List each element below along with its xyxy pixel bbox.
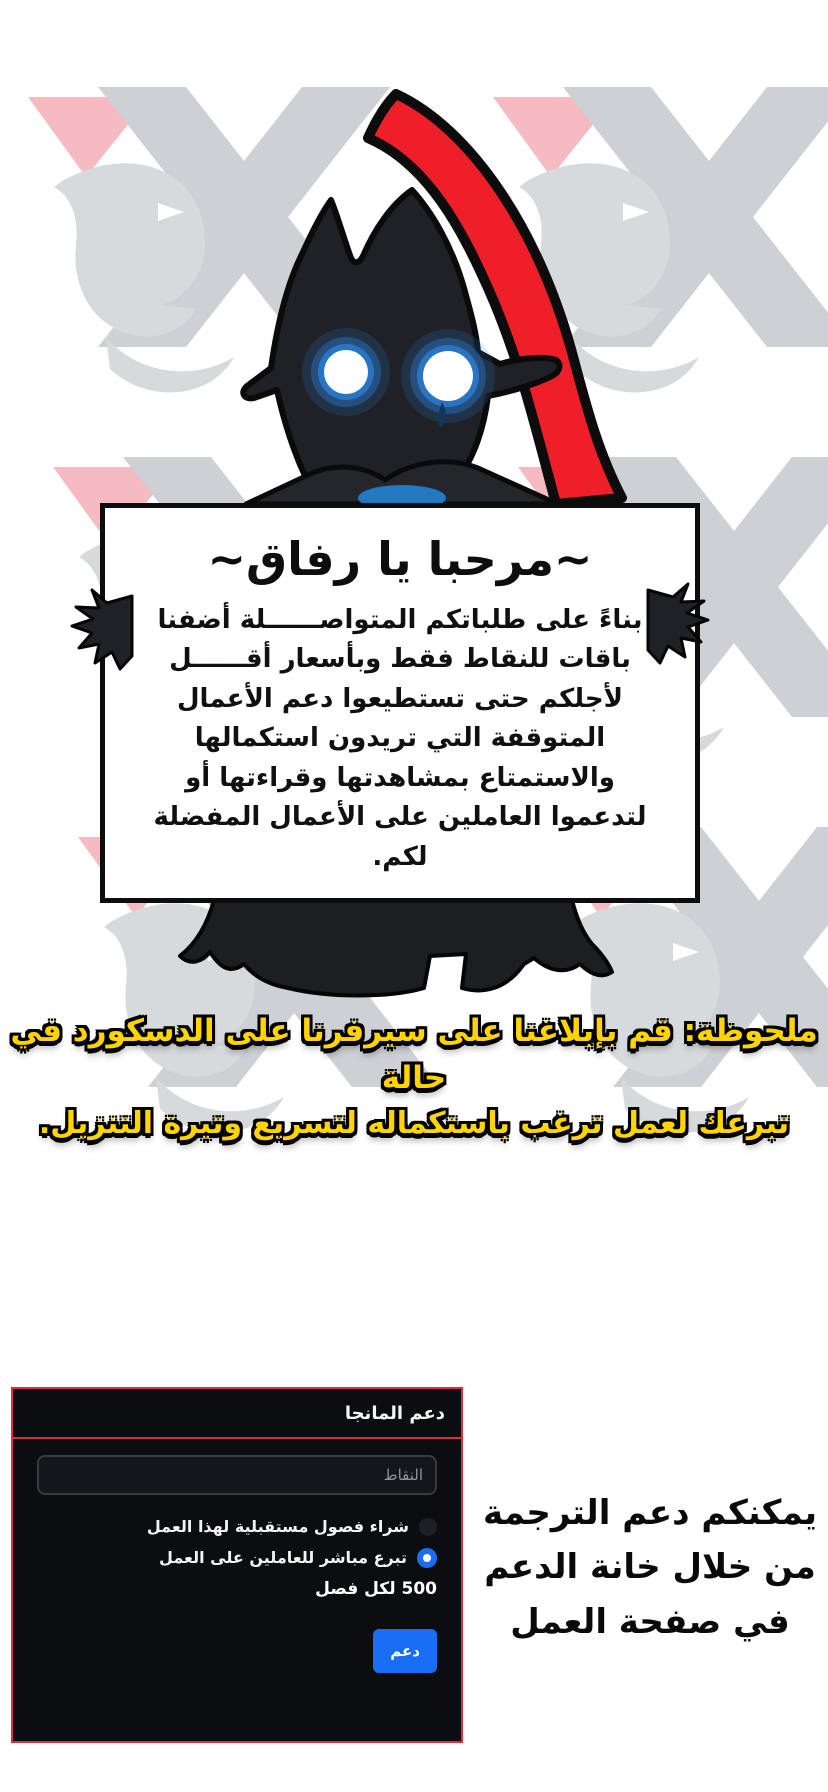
caption-line-1: يمكنكم دعم الترجمة	[482, 1493, 818, 1533]
discord-note-line-1: ملحوظة: قم بإبلاغنا على سيرفرنا على الدسكورد في حالة	[10, 1013, 818, 1096]
option-direct-donation[interactable]	[37, 1548, 437, 1569]
announcement-sign	[100, 503, 700, 903]
donation-options	[37, 1517, 437, 1599]
donation-dialog-header	[13, 1389, 461, 1439]
radio-unselected-icon[interactable]	[419, 1518, 437, 1536]
option-label: تبرع مباشر للعاملين على العمل	[159, 1547, 407, 1567]
discord-note-line-2: تبرعك لعمل ترغب باستكماله لتسريع وتيرة التنزيل.	[38, 1106, 790, 1141]
donation-dialog-body	[13, 1439, 461, 1673]
option-label: شراء فصول مستقبلية لهذا العمل	[146, 1517, 409, 1536]
caption-line-3: في صفحة العمل	[510, 1601, 790, 1642]
support-button[interactable]: دعم	[373, 1629, 437, 1673]
button-row	[37, 1629, 437, 1673]
points-input[interactable]	[37, 1455, 437, 1495]
radio-selected-icon[interactable]	[417, 1548, 437, 1568]
side-caption	[478, 1486, 822, 1649]
mascot-eye-left	[302, 328, 390, 416]
donation-dialog-title: دعم المانجا	[344, 1402, 445, 1424]
donation-dialog	[11, 1387, 463, 1743]
mascot-eye-right	[401, 329, 495, 423]
caption-line-2: من خلال خانة الدعم	[484, 1547, 816, 1588]
sign-title: ~مرحبا يا رفاق~	[207, 532, 593, 586]
discord-note	[0, 1008, 828, 1146]
price-per-chapter: 500 لكل فصل	[315, 1578, 437, 1599]
option-buy-future-chapters[interactable]	[37, 1517, 437, 1538]
sign-body: بناءً على طلباتكم المتواصــــــلة أضفنا باقات للنقاط فقط وبأسعار أقــــــل لأجلكم حتى تستطيعوا دعم الأعمال المتوقفة التي تريدون استكمالها والاستمتاع بمشاهدتها وقراءتها أو لتدعموا العاملين على الأعمال المفضلة لكم.	[153, 604, 647, 872]
